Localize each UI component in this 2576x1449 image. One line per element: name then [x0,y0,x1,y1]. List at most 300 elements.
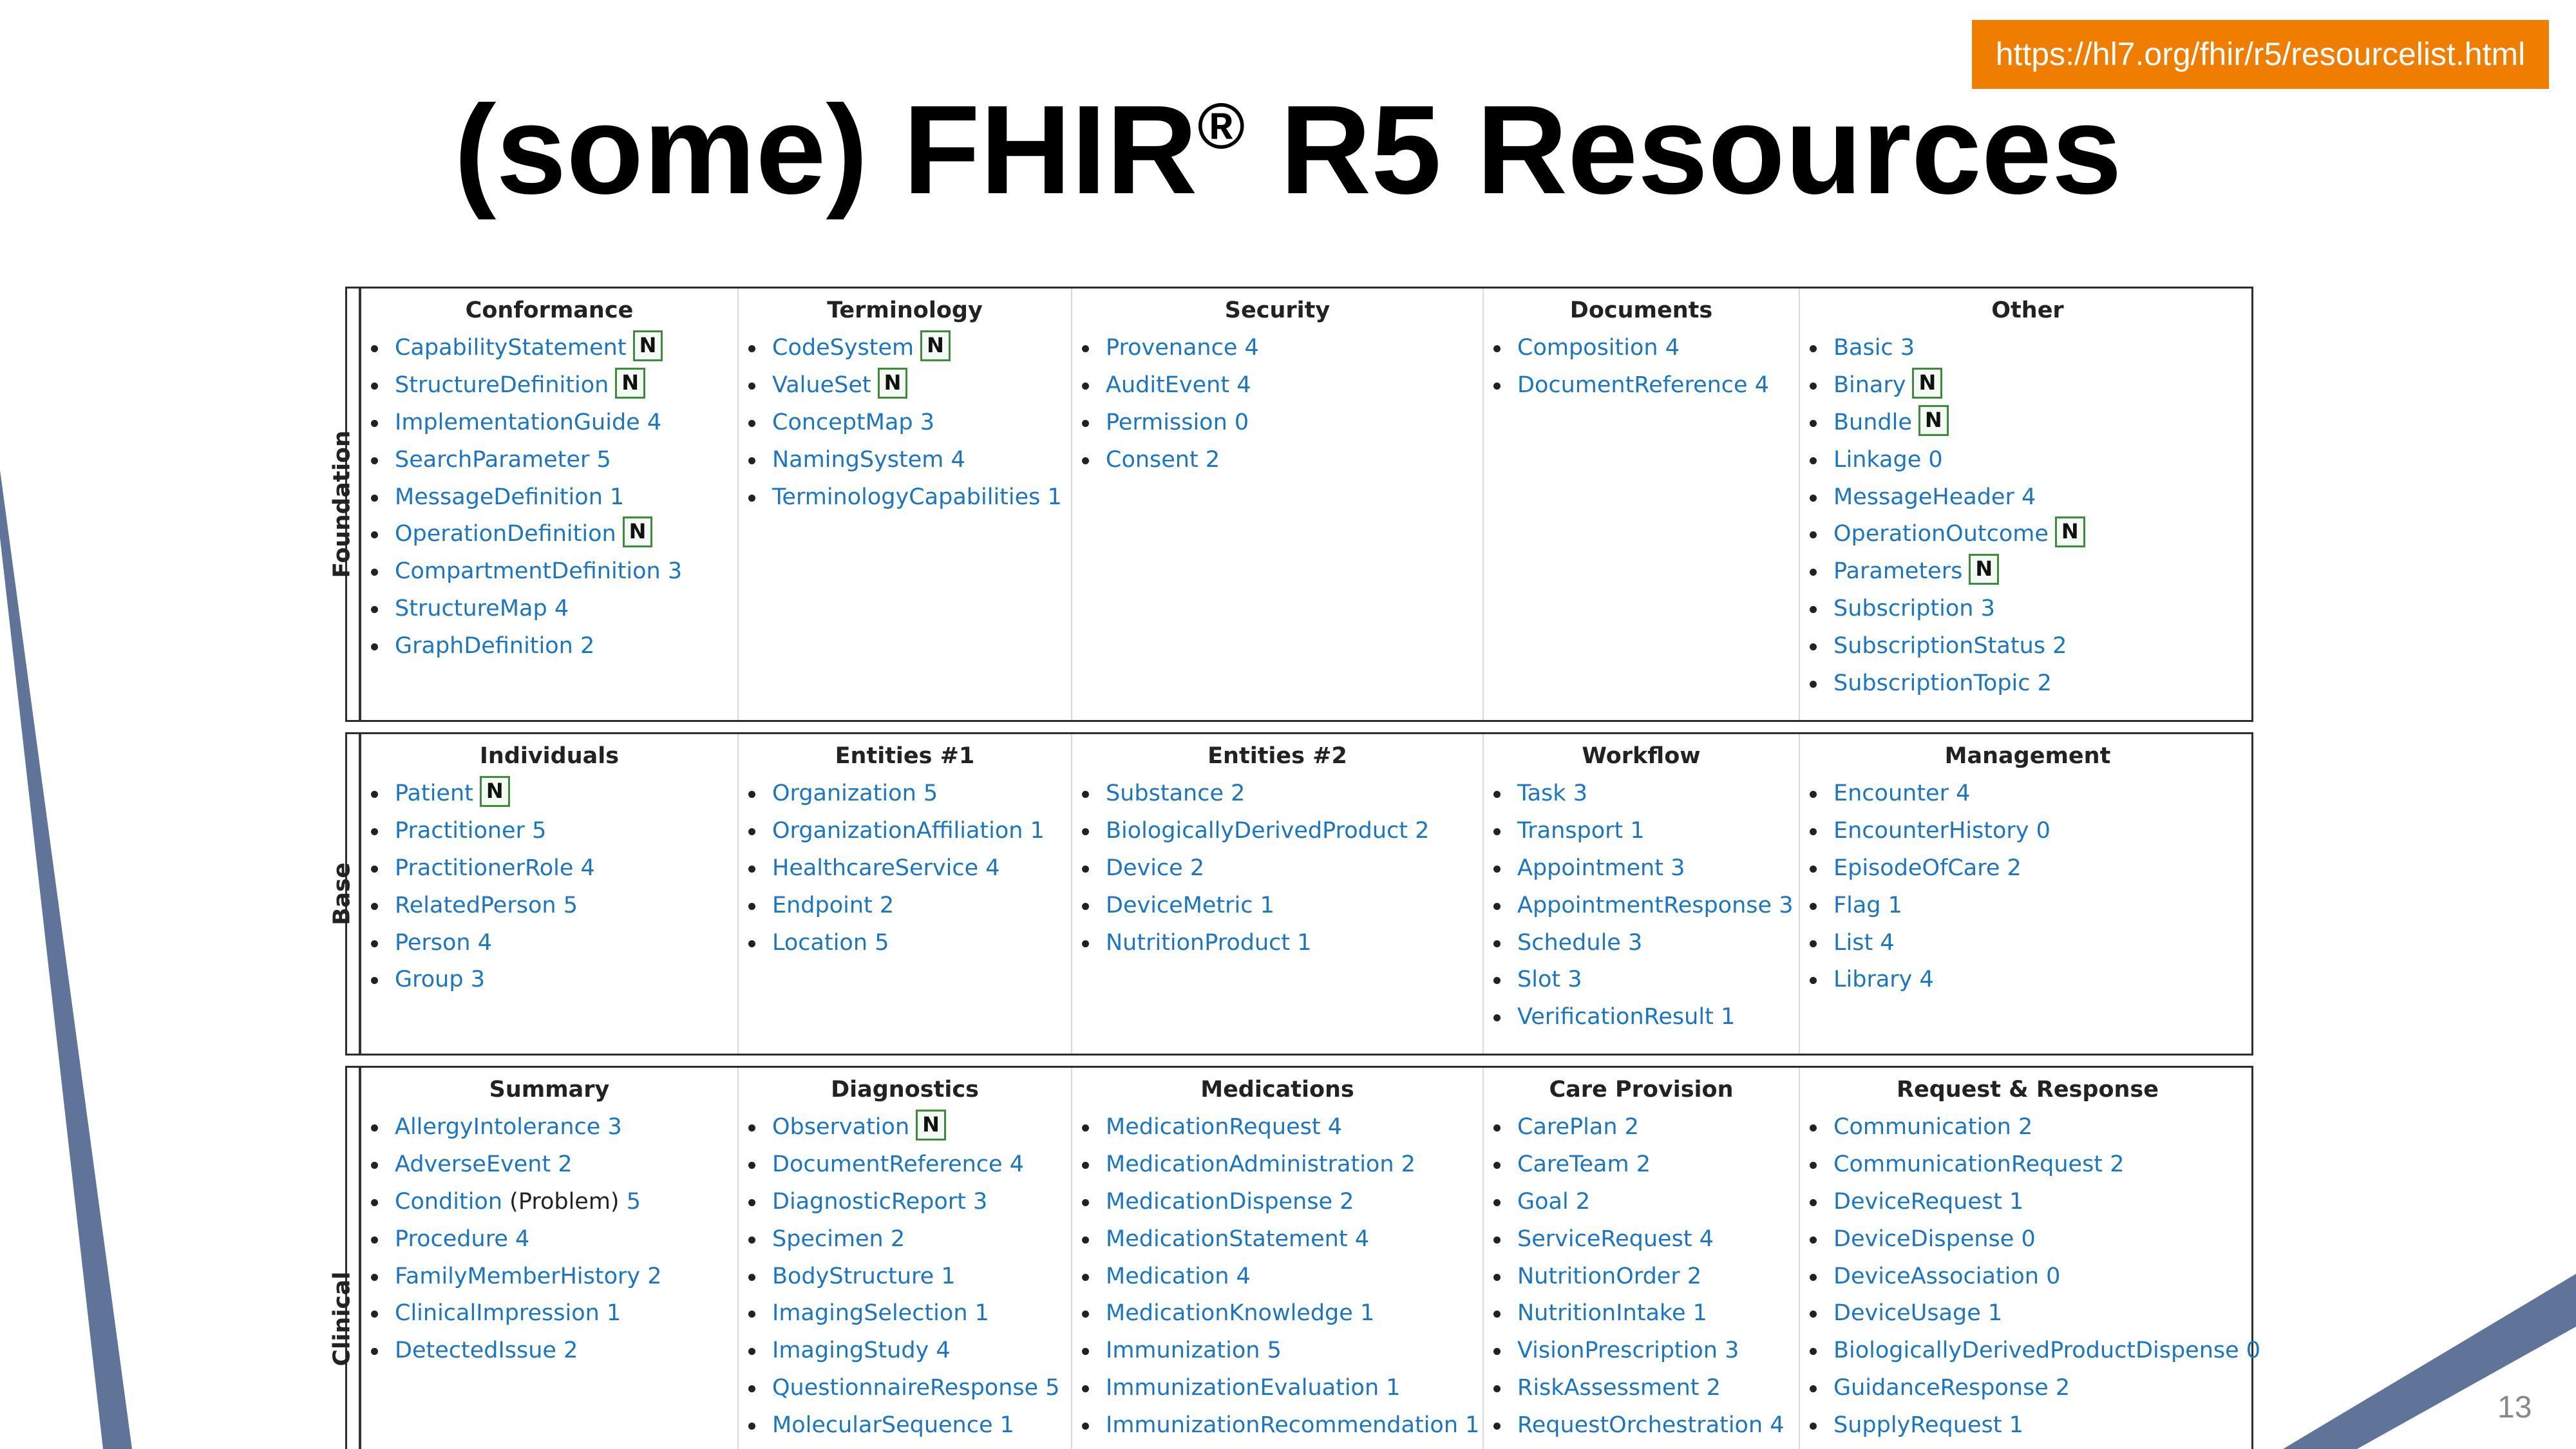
category-strip [328,734,361,1054]
resource-link[interactable]: Composition [1517,335,1658,361]
maturity-level[interactable]: 2 [1205,446,1220,473]
maturity-level[interactable]: 4 [985,855,1000,881]
category-label: Clinical [328,1271,355,1367]
resource-link[interactable]: StructureDefinition [395,372,609,398]
maturity-level[interactable]: 1 [2009,1188,2024,1215]
resource-item [1106,1146,1482,1184]
resource-item [1106,887,1482,925]
maturity-level[interactable]: 5 [563,892,578,918]
resource-link[interactable]: VerificationResult [1517,1004,1714,1030]
resource-item [1833,367,2255,404]
resource-list [361,330,737,665]
column-documents [1484,289,1800,720]
resource-item [1517,330,1799,367]
maturity-level[interactable]: 2 [1231,781,1245,806]
resource-link[interactable]: DocumentReference [772,1151,1003,1177]
maturity-level[interactable]: 1 [1260,892,1274,918]
maturity-level[interactable]: 4 [1956,781,1971,806]
resource-link[interactable]: Appointment [1517,855,1663,881]
resource-item [395,479,737,516]
resource-link[interactable]: MedicationRequest [1106,1114,1321,1140]
resource-link[interactable]: DeviceUsage [1833,1300,1981,1327]
maturity-level[interactable]: 1 [1297,929,1312,956]
resource-link[interactable]: Immunization [1106,1338,1260,1364]
maturity-level[interactable]: 1 [1630,817,1645,844]
maturity-level[interactable]: 4 [1327,1114,1342,1140]
maturity-level[interactable]: 2 [1401,1151,1416,1177]
column-title: Request & Response [1897,1077,2159,1103]
resource-list [739,775,1071,961]
resource-item [1833,1258,2255,1296]
source-url-badge[interactable]: https://hl7.org/fhir/r5/resourcelist.html [1972,20,2549,89]
resource-link[interactable]: Basic [1833,335,1893,361]
maturity-level[interactable]: 4 [1354,1226,1370,1252]
resource-item [1106,925,1482,962]
resource-link[interactable]: OrganizationAffiliation [772,817,1023,844]
resource-link[interactable]: Slot [1517,967,1561,993]
maturity-level[interactable]: 5 [875,929,889,956]
maturity-level[interactable]: 2 [2110,1151,2125,1177]
maturity-level[interactable]: 4 [1009,1151,1024,1177]
resource-link[interactable]: AdverseEvent [395,1151,551,1177]
resource-item [395,1184,737,1221]
category-label: Base [328,862,355,925]
resource-link[interactable]: Schedule [1517,929,1621,956]
maturity-level[interactable]: 1 [1987,1300,2003,1327]
maturity-level[interactable]: 2 [1340,1188,1354,1215]
normative-badge: N [920,330,951,361]
resource-link[interactable]: OperationOutcome [1833,521,2049,547]
maturity-level[interactable]: 5 [1045,1375,1060,1401]
maturity-level[interactable]: 2 [1687,1263,1702,1289]
resource-link[interactable]: DeviceDispense [1833,1226,2014,1252]
resource-link[interactable]: BodyStructure [772,1263,934,1289]
resource-link[interactable]: SupplyRequest [1833,1412,2002,1439]
resource-link[interactable]: GuidanceResponse [1833,1375,2049,1401]
resource-link[interactable]: Specimen [772,1226,884,1252]
resource-link[interactable]: TerminologyCapabilities [772,484,1041,510]
resource-item [1106,330,1482,367]
resource-link[interactable]: SubscriptionTopic [1833,670,2031,697]
maturity-level[interactable]: 1 [1888,892,1902,918]
maturity-level[interactable]: 5 [923,781,938,806]
maturity-level[interactable]: 0 [1928,446,1943,473]
maturity-level[interactable]: 3 [1900,335,1915,361]
resource-link[interactable]: Transport [1517,817,1624,844]
resource-item [395,1146,737,1184]
category-strip [328,1068,361,1449]
resource-link[interactable]: NutritionProduct [1106,929,1291,956]
column-workflow [1484,734,1800,1054]
maturity-level[interactable]: 0 [2246,1338,2261,1364]
column-title: Other [1991,298,2064,323]
maturity-level[interactable]: 1 [941,1263,956,1289]
resource-item [1517,925,1799,962]
resource-item [1106,1295,1482,1332]
resource-item [395,404,737,442]
maturity-level[interactable]: 4 [1880,929,1895,956]
resource-item [772,367,1071,404]
maturity-level[interactable]: 2 [580,633,595,659]
resource-link[interactable]: StructureMap [395,596,547,622]
resource-item [395,1221,737,1258]
resource-link[interactable]: FamilyMemberHistory [395,1263,641,1289]
maturity-level[interactable]: 5 [1267,1338,1282,1364]
maturity-level[interactable]: 4 [2021,484,2036,510]
resource-item [1106,1184,1482,1221]
maturity-level[interactable]: 1 [999,1412,1014,1439]
maturity-level[interactable]: 4 [647,409,662,435]
resource-link[interactable]: Group [395,967,464,993]
resource-link[interactable]: ImmunizationEvaluation [1106,1375,1379,1401]
maturity-level[interactable]: 3 [1567,967,1582,993]
resource-link[interactable]: AuditEvent [1106,372,1230,398]
maturity-level[interactable]: 4 [1244,335,1259,361]
resource-link[interactable]: MolecularSequence [772,1412,993,1439]
maturity-level[interactable]: 5 [532,817,547,844]
resource-item [1833,1370,2255,1407]
resource-link[interactable]: Procedure [395,1226,508,1252]
column-summary [361,1068,739,1449]
maturity-level[interactable]: 0 [2046,1263,2061,1289]
resource-item [395,1332,737,1370]
resource-item [1833,813,2255,850]
registered-mark: ® [1197,90,1245,162]
resource-list [361,1109,737,1370]
resource-link[interactable]: Binary [1833,372,1906,398]
resource-item [772,479,1071,516]
maturity-level[interactable]: 2 [1706,1375,1721,1401]
column-other [1800,289,2255,720]
maturity-level[interactable]: 2 [1415,817,1430,844]
maturity-level[interactable]: 1 [1720,1004,1736,1030]
resource-item [1833,665,2255,703]
resource-link[interactable]: Organization [772,781,916,806]
resource-link[interactable]: ConceptMap [772,409,913,435]
resource-link[interactable]: Practitioner [395,817,525,844]
maturity-level[interactable]: 1 [606,1300,621,1327]
column-title: Terminology [827,298,983,323]
column-entities-1 [739,734,1072,1054]
resource-link[interactable]: Communication [1833,1114,2011,1140]
resource-item [1106,850,1482,887]
resource-link[interactable]: Person [395,929,471,956]
maturity-level[interactable]: 5 [596,446,611,473]
resource-link[interactable]: Flag [1833,892,1881,918]
column-title: Documents [1569,298,1713,323]
resource-link[interactable]: RiskAssessment [1517,1375,1700,1401]
resource-item [395,775,737,813]
normative-badge: N [878,368,908,399]
maturity-level[interactable]: 2 [890,1226,905,1252]
resource-item [1517,887,1799,925]
category-strip [328,289,361,720]
resource-item [395,591,737,628]
maturity-level[interactable]: 1 [1359,1300,1375,1327]
resource-item [1833,404,2255,442]
resource-link[interactable]: CompartmentDefinition [395,558,661,585]
resource-link[interactable]: DeviceMetric [1106,892,1253,918]
maturity-level[interactable]: 2 [2037,670,2052,697]
resource-item [395,628,737,665]
resource-list [1484,1109,1799,1444]
resource-link[interactable]: RequestOrchestration [1517,1412,1763,1439]
resource-link[interactable]: NamingSystem [772,446,944,473]
maturity-level[interactable]: 2 [1189,855,1205,881]
resource-link[interactable]: Library [1833,967,1913,993]
maturity-level[interactable]: 4 [951,446,965,473]
resource-link[interactable]: Bundle [1833,409,1912,435]
resource-item [1517,775,1799,813]
resource-link[interactable]: VisionPrescription [1517,1338,1718,1364]
resource-list [1800,1109,2261,1444]
maturity-level[interactable]: 2 [1636,1151,1651,1177]
resource-item [1517,1109,1799,1146]
maturity-level[interactable]: 4 [477,929,493,956]
resource-item [772,775,1071,813]
resource-link[interactable]: Provenance [1106,335,1238,361]
resource-link[interactable]: Device [1106,855,1183,881]
maturity-level[interactable]: 1 [2009,1412,2023,1439]
title-main: (some) FHIR [454,79,1198,220]
resource-link[interactable]: Observation [772,1114,910,1140]
resource-list [739,1109,1071,1444]
resource-item [772,1146,1071,1184]
resource-link[interactable]: DeviceAssociation [1833,1263,2039,1289]
resource-item [1106,367,1482,404]
resource-item [772,925,1071,962]
maturity-level[interactable]: 0 [2036,817,2050,844]
resource-link[interactable]: AppointmentResponse [1517,892,1772,918]
resource-item [1833,961,2255,999]
maturity-level[interactable]: 3 [1725,1338,1739,1364]
resource-item [1106,1221,1482,1258]
column-conformance [361,289,739,720]
maturity-level[interactable]: 2 [558,1151,573,1177]
resource-item [772,442,1071,479]
maturity-level[interactable]: 4 [1236,1263,1251,1289]
column-title: Medications [1200,1077,1354,1103]
maturity-level[interactable]: 4 [936,1338,951,1364]
resource-item [1833,1221,2255,1258]
maturity-level[interactable]: 0 [2021,1226,2036,1252]
resource-link[interactable]: Patient [395,781,473,806]
resource-item [1106,1258,1482,1296]
maturity-level[interactable]: 5 [626,1188,641,1215]
resource-link[interactable]: MedicationStatement [1106,1226,1348,1252]
resource-item [1517,1221,1799,1258]
maturity-level[interactable]: 2 [879,892,895,918]
resource-link[interactable]: AllergyIntolerance [395,1114,601,1140]
resource-list [1072,1109,1482,1444]
maturity-level[interactable]: 2 [2055,1375,2070,1401]
maturity-level[interactable]: 4 [580,855,595,881]
resource-link[interactable]: DetectedIssue [395,1338,556,1364]
resource-item [1106,1370,1482,1407]
maturity-level[interactable]: 1 [1692,1300,1707,1327]
resource-link[interactable]: RelatedPerson [395,892,556,918]
normative-badge: N [1918,405,1949,436]
resource-item [1517,850,1799,887]
maturity-level[interactable]: 4 [1919,967,1934,993]
resource-item [1833,628,2255,665]
resource-link[interactable]: MedicationAdministration [1106,1151,1394,1177]
resource-link[interactable]: ServiceRequest [1517,1226,1692,1252]
resource-link[interactable]: Consent [1106,446,1198,473]
resource-item [1517,813,1799,850]
maturity-level[interactable]: 2 [2007,855,2022,881]
resource-item [395,1295,737,1332]
maturity-level[interactable]: 3 [470,967,485,993]
normative-badge: N [615,368,645,399]
column-individuals [361,734,739,1054]
column-security [1072,289,1484,720]
resource-link[interactable]: Substance [1106,781,1224,806]
resource-link[interactable]: EncounterHistory [1833,817,2029,844]
maturity-level[interactable]: 4 [554,596,569,622]
resource-link[interactable]: CodeSystem [772,335,914,361]
maturity-level[interactable]: 3 [1573,781,1587,806]
resource-link[interactable]: DocumentReference [1517,372,1748,398]
resource-item [1517,1370,1799,1407]
column-title: Security [1224,298,1331,323]
resource-item [1833,1295,2255,1332]
maturity-level[interactable]: 1 [1465,1412,1480,1439]
resource-item [395,887,737,925]
resource-link[interactable]: SubscriptionStatus [1833,633,2045,659]
maturity-level[interactable]: 2 [2018,1114,2033,1140]
resource-link[interactable]: MedicationDispense [1106,1188,1333,1215]
resource-item [1833,591,2255,628]
maturity-level[interactable]: 4 [1699,1226,1714,1252]
resource-link[interactable]: BiologicallyDerivedProductDispense [1833,1338,2239,1364]
page-number: 13 [2497,1390,2532,1425]
resource-link[interactable]: NutritionOrder [1517,1263,1680,1289]
resource-link[interactable]: Condition [395,1188,503,1215]
resource-link[interactable]: CarePlan [1517,1114,1618,1140]
maturity-level[interactable]: 0 [1234,409,1249,435]
resource-link[interactable]: GraphDefinition [395,633,573,659]
normative-badge: N [2055,516,2085,547]
resource-link[interactable]: NutritionIntake [1517,1300,1686,1327]
resource-item [1833,775,2255,813]
maturity-level[interactable]: 3 [1779,892,1794,918]
resource-link[interactable]: MessageDefinition [395,484,603,510]
resource-link[interactable]: ImagingStudy [772,1338,929,1364]
maturity-level[interactable]: 3 [1671,855,1685,881]
maturity-level[interactable]: 4 [515,1226,530,1252]
resource-link[interactable]: Medication [1106,1263,1229,1289]
slide-title [0,76,2576,245]
resource-item [1517,961,1799,999]
title-rest: R5 Resources [1245,79,2122,220]
column-title: Summary [489,1077,610,1103]
resource-item [395,442,737,479]
resource-link[interactable]: CareTeam [1517,1151,1629,1177]
maturity-level[interactable]: 2 [1575,1188,1591,1215]
resource-item [1517,1295,1799,1332]
maturity-level[interactable]: 3 [1627,929,1643,956]
maturity-level[interactable]: 1 [610,484,625,510]
resource-item [1833,516,2255,553]
resource-link[interactable]: HealthcareService [772,855,979,881]
maturity-level[interactable]: 3 [920,409,935,435]
maturity-level[interactable]: 4 [1770,1412,1785,1439]
resource-list [1800,330,2255,703]
resource-link[interactable]: Parameters [1833,558,1963,585]
resource-link[interactable]: QuestionnaireResponse [772,1375,1039,1401]
maturity-level[interactable]: 1 [974,1300,989,1327]
maturity-level[interactable]: 3 [667,558,683,585]
maturity-level[interactable]: 1 [1047,484,1062,510]
column-request-response [1800,1068,2261,1449]
resource-item [772,1184,1071,1221]
resource-link[interactable]: Endpoint [772,892,873,918]
maturity-level[interactable]: 2 [647,1263,662,1289]
resource-link[interactable]: CapabilityStatement [395,335,627,361]
resource-link[interactable]: Encounter [1833,781,1949,806]
resource-item [772,1221,1071,1258]
resource-link[interactable]: SearchParameter [395,446,590,473]
resource-link[interactable]: Linkage [1833,446,1922,473]
normative-badge: N [633,330,663,361]
resource-link[interactable]: OperationDefinition [395,521,616,547]
maturity-level[interactable]: 1 [1386,1375,1401,1401]
resource-link[interactable]: ImmunizationRecommendation [1106,1412,1459,1439]
maturity-level[interactable]: 2 [564,1338,578,1364]
resource-item [772,813,1071,850]
maturity-level[interactable]: 4 [1754,372,1769,398]
maturity-level[interactable]: 3 [1980,596,1995,622]
resource-link[interactable]: CommunicationRequest [1833,1151,2103,1177]
maturity-level[interactable]: 2 [1624,1114,1639,1140]
resource-item [1833,1332,2261,1370]
maturity-level[interactable]: 3 [973,1188,988,1215]
column-care-provision [1484,1068,1800,1449]
resource-link[interactable]: MedicationKnowledge [1106,1300,1353,1327]
resource-item [772,404,1071,442]
resource-link[interactable]: ValueSet [772,372,871,398]
resource-link[interactable]: MessageHeader [1833,484,2014,510]
resource-item [772,1407,1071,1444]
resource-link[interactable]: DiagnosticReport [772,1188,966,1215]
resource-link[interactable]: PractitionerRole [395,855,574,881]
maturity-level[interactable]: 3 [607,1114,622,1140]
maturity-level[interactable]: 2 [2052,633,2067,659]
resource-item [772,850,1071,887]
maturity-level[interactable]: 4 [1665,335,1680,361]
resource-item [1833,850,2255,887]
resource-link[interactable]: Task [1517,781,1566,806]
resource-link[interactable]: BiologicallyDerivedProduct [1106,817,1408,844]
resource-link[interactable]: ImplementationGuide [395,409,640,435]
resource-link[interactable]: List [1833,929,1873,956]
resource-link[interactable]: Subscription [1833,596,1974,622]
resource-link[interactable]: EpisodeOfCare [1833,855,2000,881]
resource-item [772,1258,1071,1296]
maturity-level[interactable]: 4 [1236,372,1251,398]
resource-link[interactable]: Goal [1517,1188,1569,1215]
resource-list [1800,775,2255,999]
resource-link[interactable]: Location [772,929,868,956]
resource-item [1833,479,2255,516]
resource-link[interactable]: Permission [1106,409,1227,435]
resource-link[interactable]: DeviceRequest [1833,1188,2002,1215]
maturity-level[interactable]: 1 [1030,817,1045,844]
resource-link[interactable]: ClinicalImpression [395,1300,600,1327]
resource-item [395,925,737,962]
resource-link[interactable]: ImagingSelection [772,1300,968,1327]
